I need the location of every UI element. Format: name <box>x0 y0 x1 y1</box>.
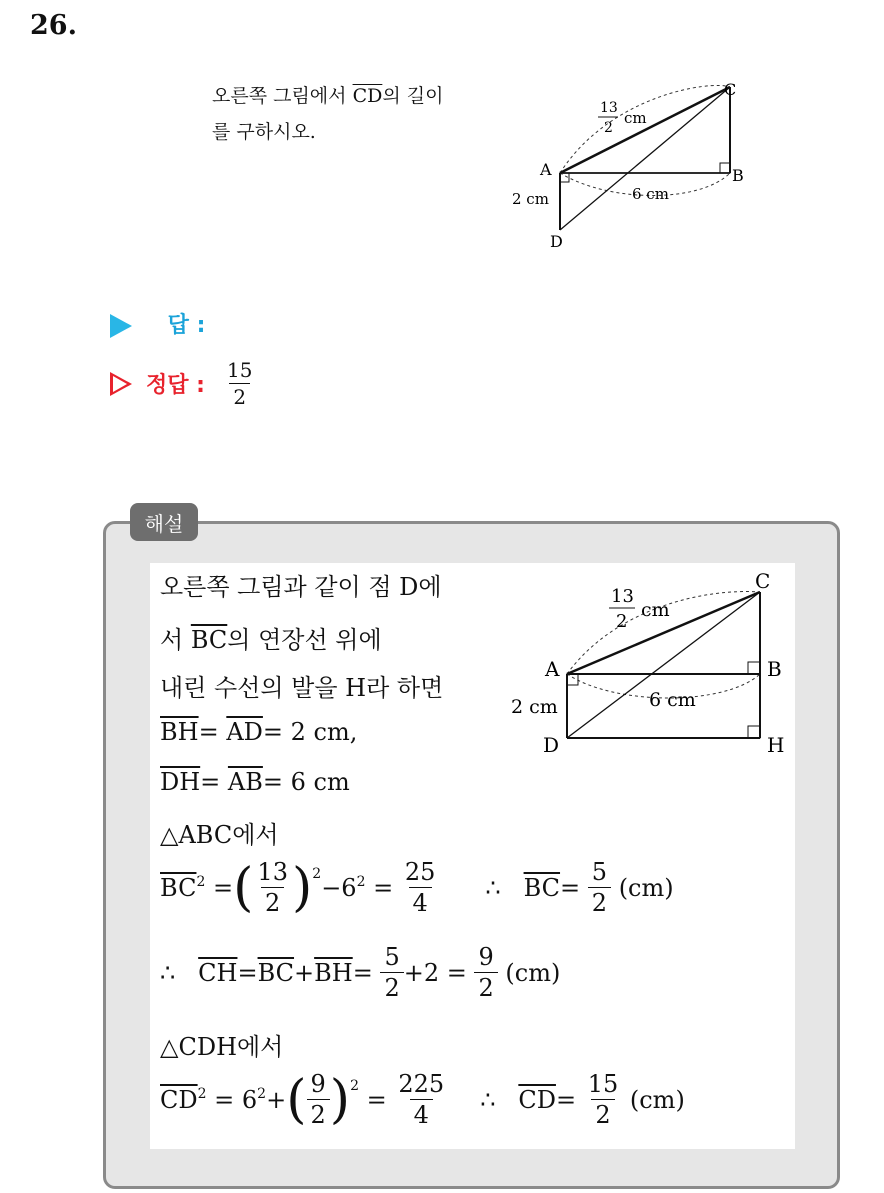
label-ad: 2 cm <box>512 190 549 208</box>
label-ad: 2 cm <box>511 696 558 718</box>
label-ac-num: 13 <box>600 100 618 116</box>
problem-text-part: 오른쪽 그림에서 <box>212 85 353 107</box>
label-c: C <box>755 569 771 593</box>
label-ac-unit: cm <box>624 109 647 127</box>
correct-answer-row <box>110 360 256 407</box>
solution-figure <box>505 568 795 758</box>
solution-line: 내린 수선의 발을 H라 하면 <box>160 674 444 702</box>
answer-value <box>223 360 256 407</box>
equation-cd: $\overline{CD}$ $^2$ = 6 2 + ( $\frac{9}{2}$ ) $^2$ = $\frac{225}{4}$ ∴ $\overline{CD}$ = $\frac{15}{2}$ (cm) <box>160 1069 685 1130</box>
text: = 6 cm <box>262 768 350 796</box>
segment-cd: $\overline{CD}$ <box>352 85 383 107</box>
equation-bc: $\overline{BC}$ $^2$ = ( $\frac{13}{2}$ ) $^2$ −6 $_2$ = $\frac{25}{4}$ ∴ $\overline{BC}$ = $\frac{5}{2}$ (cm) <box>160 857 674 918</box>
segment-ab: $\overline{AB}$ <box>227 768 263 796</box>
label-c: C <box>724 80 737 99</box>
text: = 2 cm, <box>262 718 358 746</box>
answer-label: 답 : <box>167 313 206 338</box>
segment-dh: $\overline{DH}$ <box>160 768 201 796</box>
problem-text-part: 의 길이 <box>382 85 444 107</box>
label-b: B <box>767 657 782 681</box>
problem-text <box>212 78 522 150</box>
equation-ch: ∴ $\overline{CH}$ = $\overline{BC}$ + $\overline{BH}$ = $\frac{5}{2}$ +2 = $\frac{9}{2}$ (cm) <box>160 943 561 1002</box>
segment-bh: $\overline{BH}$ <box>160 718 199 746</box>
solution-line: $\overline{DH}= \overline{AB}= 6$ cm <box>160 768 350 796</box>
correct-answer-label: 정답 : <box>146 373 205 398</box>
solution-tag: 해설 <box>130 503 198 541</box>
segment-ac <box>560 87 730 173</box>
outline-play-icon <box>110 372 132 396</box>
right-angle-b <box>720 163 730 173</box>
answer-row <box>110 308 205 339</box>
right-angle-h <box>748 726 760 738</box>
segment-bc: $\overline{BC}$ <box>190 626 228 654</box>
answer-num: 15 <box>226 358 253 382</box>
play-icon <box>110 314 132 338</box>
problem-text-part: 를 구하시오. <box>212 121 316 143</box>
label-ac-den: 2 <box>616 611 628 632</box>
solution-line: △CDH에서 <box>160 1033 284 1061</box>
label-ab: 6 cm <box>649 689 696 711</box>
text: 서 <box>160 626 191 654</box>
solution-line: 오른쪽 그림과 같이 점 D에 <box>160 573 442 601</box>
right-angle-b <box>748 662 760 674</box>
label-a: A <box>540 160 552 179</box>
label-ab: 6 cm <box>632 185 669 203</box>
label-b: B <box>732 166 744 185</box>
label-ac-unit: cm <box>641 599 670 621</box>
label-h: H <box>767 733 785 757</box>
label-ac-den: 2 <box>604 120 613 136</box>
label-a: A <box>545 657 560 681</box>
solution-line: $\overline{BH}= \overline{AD}= 2$ cm, <box>160 718 358 746</box>
answer-den: 2 <box>229 383 250 407</box>
label-ac-num: 13 <box>611 586 634 607</box>
solution-line: △ABC에서 <box>160 821 279 849</box>
problem-number: 26. <box>30 10 77 41</box>
label-d: D <box>550 232 563 251</box>
problem-figure <box>500 75 770 260</box>
segment-ad: $\overline{AD}$ <box>226 718 263 746</box>
solution-line <box>160 620 382 655</box>
label-d: D <box>543 733 560 757</box>
text: 의 연장선 위에 <box>227 626 382 654</box>
